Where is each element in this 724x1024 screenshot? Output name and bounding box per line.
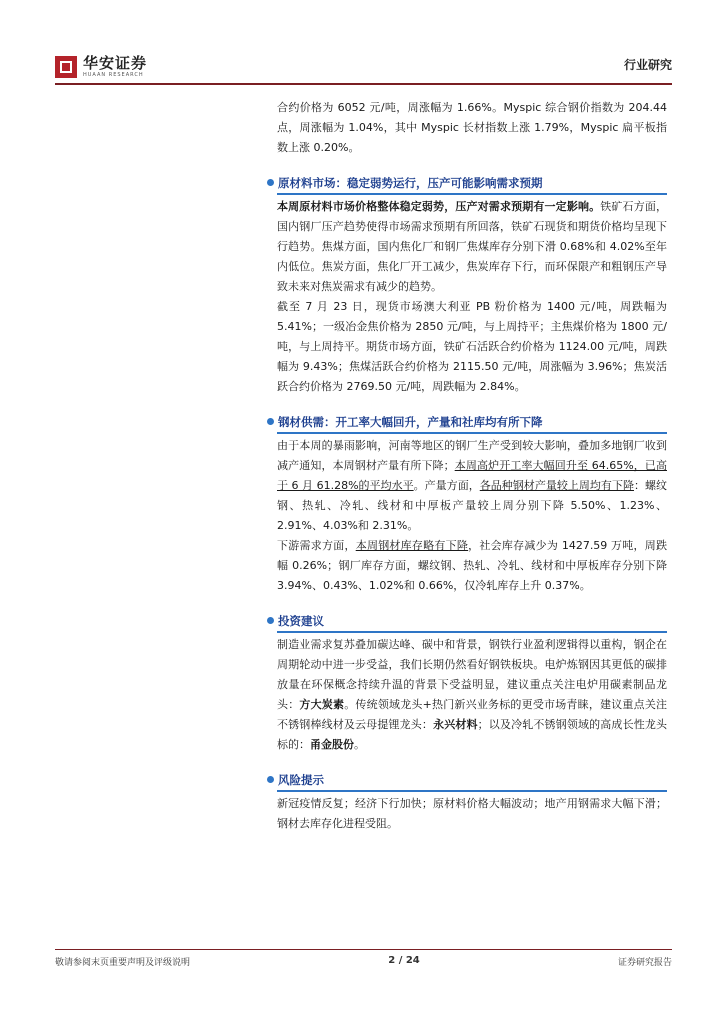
section-raw-materials	[277, 172, 667, 397]
underlined-text: 本周高炉开工率大幅回升至 64.65%，已高于 6 月 61.28%的平均水平	[277, 459, 667, 492]
paragraph-text: 。传统领域龙头+热门新兴业务标的更受市场青睐，建议重点关注不锈钢棒线材及云母提锂龙头：	[277, 698, 668, 731]
bullet-icon	[267, 179, 274, 186]
section-steel-supply-demand	[277, 411, 667, 596]
stock-name: 永兴材料	[433, 718, 478, 731]
intro-paragraph: 合约价格为 6052 元/吨，周涨幅为 1.66%。Myspic 综合钢价指数为 204.44 点，周涨幅为 1.04%，其中 Myspic 长材指数上涨 1.79%，Myspic 扁平板指数上涨 0.20%。	[277, 101, 667, 154]
paragraph-text: ：螺纹钢、热轧、冷轧、线材和中厚板产量较上周分别下降 5.50%、1.23%、2.91%、4.03%和 2.31%。	[277, 479, 668, 532]
paragraph-text: 铁矿石方面，国内钢厂压产趋势使得市场需求预期有所回落，铁矿石现货和期货价格均呈现下行趋势。焦煤方面，国内焦化厂和钢厂焦煤库存分别下滑 0.68%和 4.02%至年内低位。焦炭方面，焦化厂开工减少，焦炭库存下行，而环保限产和粗钢压产导致未来对焦炭需求有减少的趋势。	[277, 200, 668, 293]
section-title: 原材料市场：稳定弱势运行，压产可能影响需求预期	[278, 175, 543, 190]
stock-name: 甬金股份	[310, 738, 354, 751]
footer-divider	[55, 949, 672, 950]
paragraph: 新冠疫情反复；经济下行加快；原材料价格大幅波动；地产用钢需求大幅下滑；钢材去库存化进程受阻。	[277, 797, 667, 830]
document-type: 行业研究	[623, 58, 672, 72]
underlined-text: 本周钢材库存略有下降	[355, 539, 469, 552]
section-divider	[277, 193, 667, 195]
paragraph-text: 制造业需求复苏叠加碳达峰、碳中和背景，钢铁行业盈利逻辑得以重构，钢企在周期轮动中进一步受益，我们长期仍然看好钢铁板块。电炉炼钢因其更低的碳排放量在环保概念持续升温的背景下受益明显，建议重点关注电炉用碳素制品龙头：	[277, 638, 667, 711]
section-title: 风险提示	[278, 772, 324, 787]
paragraph-text: 下游需求方面，	[277, 539, 356, 552]
report-type: 证券研究报告	[617, 958, 672, 968]
section-risk-warning	[277, 769, 667, 834]
paragraph-text: 。产量方面，	[413, 479, 480, 492]
paragraph-text: 由于本周的暴雨影响，河南等地区的钢厂生产受到较大影响，叠加多地钢厂收到减产通知，本周钢材产量有所下降；	[277, 439, 667, 472]
section-divider	[277, 432, 667, 434]
paragraph	[277, 536, 667, 596]
paragraph: 截至 7 月 23 日，现货市场澳大利亚 PB 粉价格为 1400 元/吨，周跌幅为 5.41%；一级冶金焦价格为 2850 元/吨，与上周持平；主焦煤价格为 1800 元/吨，与上周持平。期货市场方面，铁矿石活跃合约价格为 1124.00 元/吨，周跌幅为 9.43%；焦煤活跃合约价格为 2115.50 元/吨，周涨幅为 3.96%；焦炭活跃合约价格为 2769.50 元/吨，周跌幅为 2.84%。	[277, 300, 667, 393]
section-heading	[267, 411, 657, 432]
section-heading	[267, 769, 657, 790]
paragraph	[277, 197, 667, 297]
paragraph-text: 。	[354, 738, 365, 751]
company-logo	[55, 56, 147, 78]
section-divider	[277, 631, 667, 633]
logo-en-text: HUAAN RESEARCH	[83, 72, 144, 78]
report-body	[277, 98, 667, 834]
logo-mark-icon	[55, 56, 77, 78]
paragraph-text: ；以及冷轧不锈钢领域的高成长性龙头标的：	[277, 718, 668, 751]
section-divider	[277, 790, 667, 792]
section-title: 钢材供需：开工率大幅回升，产量和社库均有所下降	[278, 414, 543, 429]
paragraph	[277, 635, 667, 755]
bullet-icon	[267, 776, 274, 783]
disclaimer-note: 敬请参阅末页重要声明及评级说明	[55, 958, 191, 968]
paragraph	[277, 436, 667, 536]
section-title: 投资建议	[278, 613, 324, 628]
bullet-icon	[267, 617, 274, 624]
section-heading	[267, 172, 657, 193]
header-divider	[55, 83, 672, 85]
section-heading	[267, 610, 657, 631]
paragraph-text: ，社会库存减少为 1427.59 万吨，周跌幅 0.26%；钢厂库存方面，螺纹钢、热轧、冷轧、线材和中厚板库存分别下降 3.94%、0.43%、1.02%和 0.66%，仅冷轧库存上升 0.37%。	[277, 539, 668, 592]
underlined-text: 各品种钢材产量较上周均有下降	[479, 479, 634, 492]
page-header	[55, 52, 672, 88]
stock-name: 方大炭素	[299, 698, 345, 711]
logo-cn-text: 华安证券	[83, 54, 148, 72]
page-number: 2 / 24	[388, 955, 420, 966]
bullet-icon	[267, 418, 274, 425]
key-finding: 本周原材料市场价格整体稳定弱势，压产对需求预期有一定影响。	[277, 200, 601, 213]
page-footer	[55, 949, 672, 968]
section-investment-advice	[277, 610, 667, 755]
